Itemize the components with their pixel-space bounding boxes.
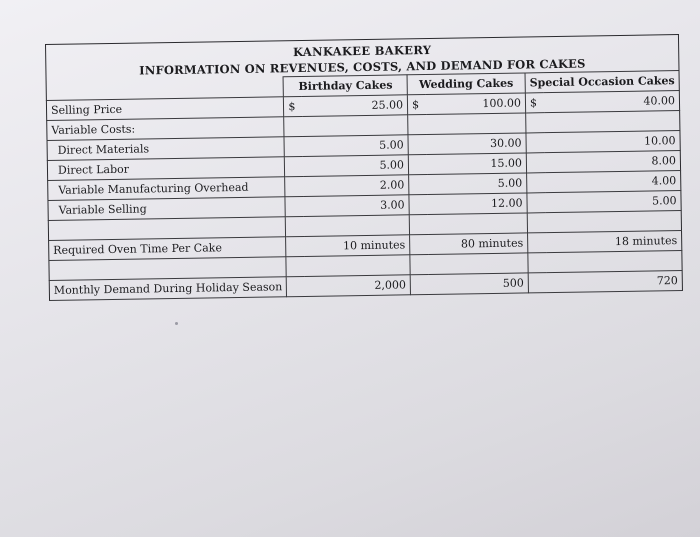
cell-special: 720: [547, 271, 683, 293]
currency-symbol: $: [525, 93, 544, 113]
cell-birthday: 2.00: [304, 175, 409, 197]
table-subtitle: INFORMATION ON REVENUES, COSTS, AND DEMAND FOR CAKES: [139, 56, 586, 78]
row-label: Variable Manufacturing Overhead: [48, 177, 286, 201]
cell-special: 8.00: [545, 151, 681, 173]
row-label: Direct Materials: [47, 137, 285, 161]
table-title: KANKAKEE BAKERY: [292, 42, 432, 60]
cell-birthday: 5.00: [303, 155, 408, 177]
cell-birthday: 10 minutes: [305, 235, 410, 257]
cell-special: 18 minutes: [546, 231, 682, 253]
cell-wedding: 12.00: [427, 193, 527, 215]
currency-symbol: $: [284, 96, 303, 116]
cell-blank: [408, 113, 526, 135]
cell-wedding: 15.00: [427, 153, 527, 175]
cell-special: 40.00: [544, 91, 680, 113]
row-label: Direct Labor: [47, 157, 285, 181]
cell-wedding: 100.00: [426, 93, 526, 115]
cell-blank: [526, 111, 680, 133]
row-label: Selling Price: [46, 97, 284, 121]
cell-blank: [284, 115, 408, 137]
column-header-birthday: Birthday Cakes: [284, 75, 408, 97]
bakery-info-table: [45, 34, 687, 296]
cell-birthday: 5.00: [303, 135, 408, 157]
cell-wedding: 80 minutes: [428, 233, 528, 255]
cell-wedding: 30.00: [427, 133, 527, 155]
data-grid: [46, 70, 683, 301]
cell-birthday: 25.00: [302, 95, 407, 117]
cell-wedding: 5.00: [427, 173, 527, 195]
cell-special: 10.00: [544, 131, 680, 153]
cell-birthday: 2,000: [305, 275, 410, 297]
cell-wedding: 500: [429, 273, 529, 295]
cell-special: 5.00: [545, 191, 681, 213]
column-header-wedding: Wedding Cakes: [407, 73, 525, 95]
column-header-special: Special Occasion Cakes: [525, 71, 679, 93]
row-label: Variable Costs:: [47, 117, 285, 141]
row-label: Variable Selling: [48, 197, 286, 221]
row-label: Required Oven Time Per Cake: [49, 237, 287, 261]
cell-birthday: 3.00: [304, 195, 409, 217]
currency-symbol: $: [407, 95, 426, 115]
row-label: Monthly Demand During Holiday Season: [49, 277, 287, 301]
paper-speck: [175, 322, 178, 325]
cell-special: 4.00: [545, 171, 681, 193]
